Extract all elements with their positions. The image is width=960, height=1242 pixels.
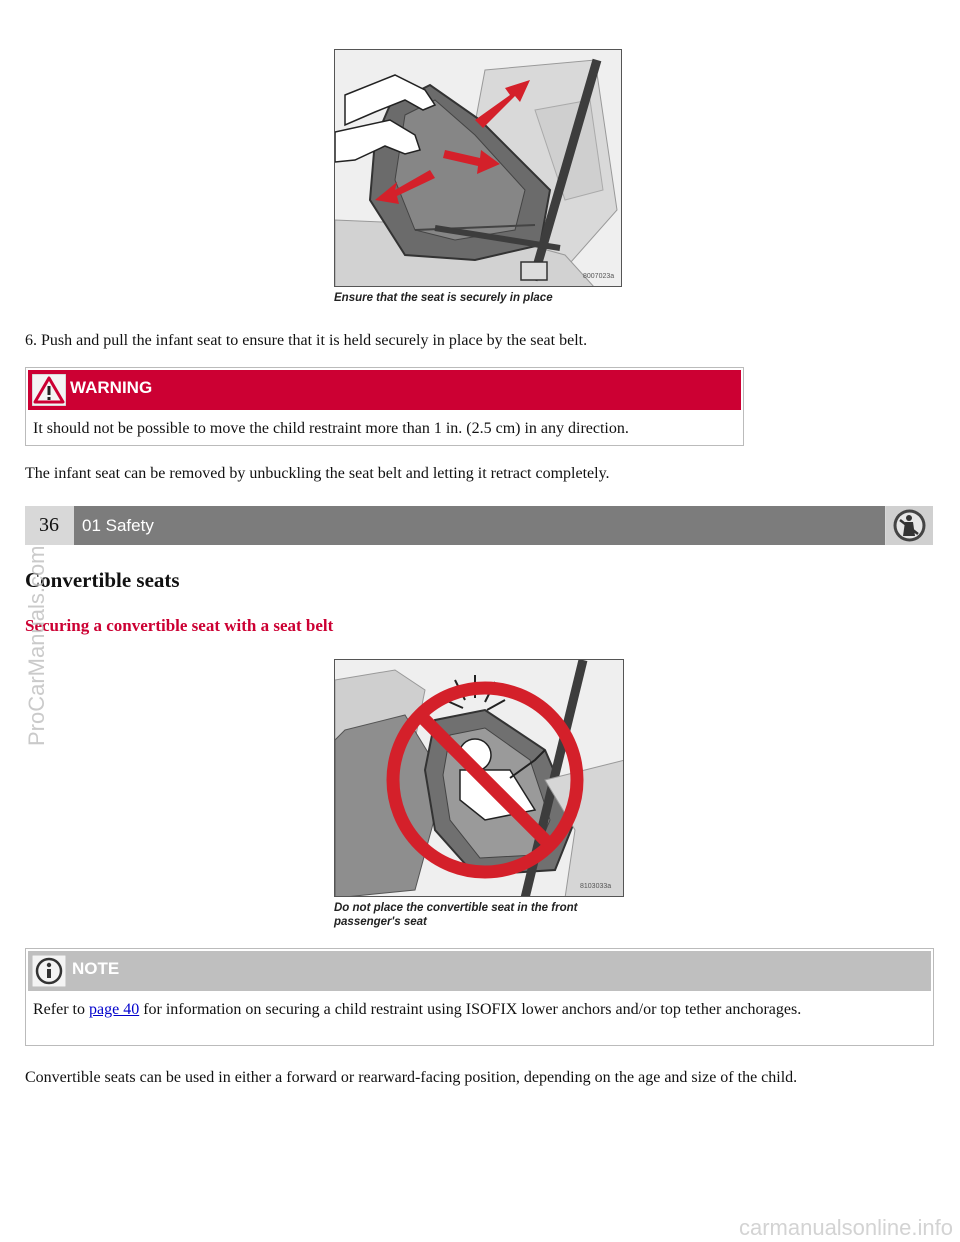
section-subheading: Securing a convertible seat with a seat belt: [25, 616, 334, 635]
warning-triangle-icon: [32, 374, 66, 406]
note-text-after: for information on securing a child restraint using ISOFIX lower anchors and/or top tether anchorages.: [139, 1001, 802, 1018]
final-text: Convertible seats can be used in either a forward or rearward-facing position, depending on the age and size of the child.: [25, 1069, 798, 1086]
figure1-code: 8007023a: [583, 273, 615, 280]
note-header: [28, 951, 931, 991]
figure2-caption: [334, 901, 577, 929]
bottom-watermark: [535, 1214, 955, 1240]
warning-box: [25, 367, 744, 446]
convertible-seat-figure: [334, 659, 624, 897]
note-text-before: Refer to: [33, 1001, 89, 1018]
figure2-caption-line1: Do not place the convertible seat in the front: [334, 902, 578, 914]
removal-text: The infant seat can be removed by unbuckling the seat belt and letting it retract completely.: [25, 465, 610, 482]
note-box: [25, 948, 934, 1046]
side-watermark-text: ProCarManuals.com: [24, 545, 49, 746]
safety-section-icon: [886, 506, 933, 545]
side-watermark: [18, 510, 54, 750]
page-number: 36: [39, 514, 59, 536]
warning-title: WARNING: [70, 378, 153, 397]
section-heading: Convertible seats: [25, 568, 180, 592]
warning-header: [28, 370, 741, 410]
figure2-code: 8103033a: [580, 883, 612, 890]
section-header: [25, 506, 933, 545]
infant-seat-figure: [334, 49, 622, 287]
figure2-caption-line2: passenger's seat: [334, 916, 427, 928]
warning-text: It should not be possible to move the child restraint more than 1 in. (2.5 cm) in any direction.: [33, 420, 629, 437]
infant-seat-illustration: [335, 50, 622, 287]
info-icon: [32, 955, 66, 987]
note-text: [33, 999, 913, 1020]
figure1-caption: Ensure that the seat is securely in place: [334, 292, 553, 304]
note-title: NOTE: [72, 959, 120, 978]
section-title: 01 Safety: [74, 506, 885, 545]
page-40-link[interactable]: page 40: [88, 1001, 140, 1018]
step-6-text: 6. Push and pull the infant seat to ensure that it is held securely in place by the seat belt.: [25, 332, 588, 349]
convertible-seat-illustration: [335, 660, 624, 897]
bottom-watermark-text: carmanualsonline.info: [738, 1215, 953, 1240]
